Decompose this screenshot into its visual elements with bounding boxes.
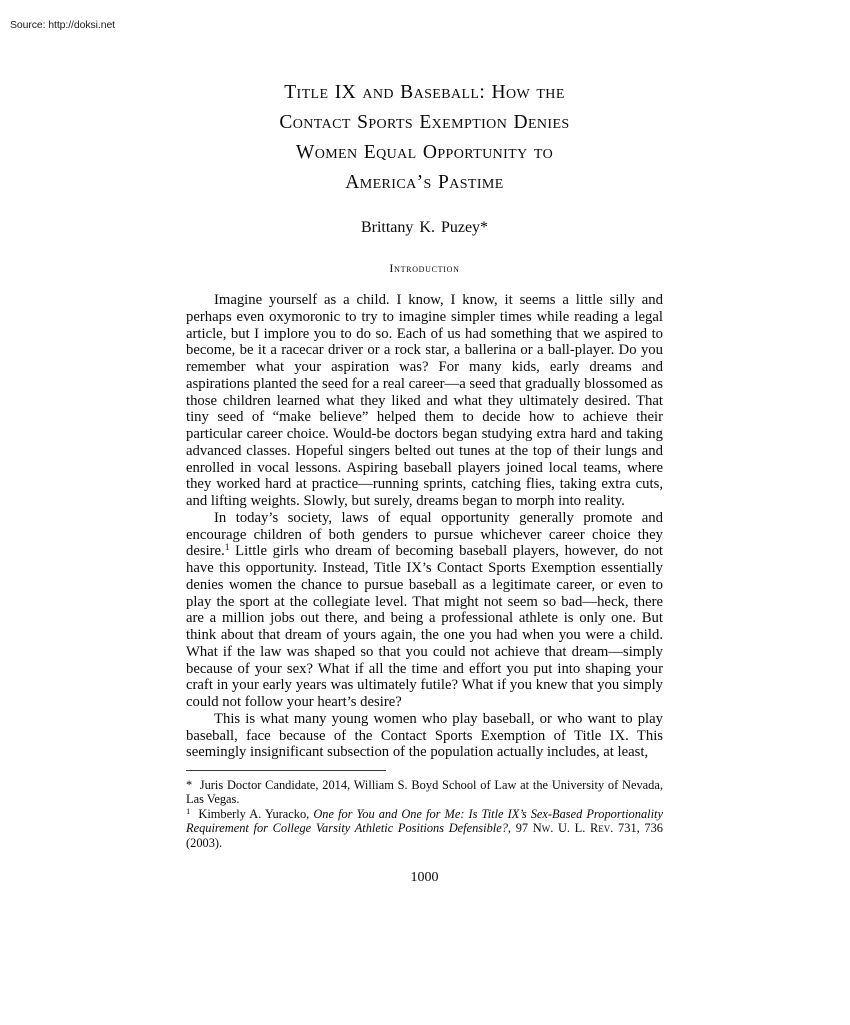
paragraph-2-part-2: Little girls who dream of becoming baseball players, however, do not have this opportunity. Instead, Title IX’s Contact Sports Exemption essentially denies women the chance to pursue baseball as a legitimate career, or even to play the sport at the collegiate level. That might not seem so bad—heck, there are a million jobs out there, and being a professional athlete is only one. But think about that dream of yours again, the one you had when you were a child. What if the law was shaped so that you could not achieve that dream—simply because of your sex? What if all the time and effort you put into shaping your craft in your early years was ultimately futile? What if you knew that you simply could not follow your heart’s desire? <box>186 543 663 710</box>
footnote-author-note <box>186 778 663 807</box>
footnote-1-author: Kimberly A. Yuracko, <box>198 806 310 821</box>
section-heading-introduction: Introduction <box>389 261 460 275</box>
title-line-4: America’s Pastime <box>345 172 504 193</box>
body-text <box>186 292 663 761</box>
footnote-marker-1: 1 <box>186 805 191 816</box>
paragraph-3: This is what many young women who play baseball, or who want to play baseball, face because of the Contact Sports Exemption of Title IX. This seemingly insignificant subsection of the population actually includes, at least, <box>186 710 663 761</box>
document-page <box>186 0 663 1025</box>
footnote-1-title: One for You and One for Me: Is Title IX’s Sex-Based Proportionality Requirement for College Varsity Athletic Positions Defensible? <box>186 806 663 836</box>
footnote-1-pages: 731, 736 (2003). <box>186 821 663 850</box>
paragraph-1: Imagine yourself as a child. I know, I know, it seems a little silly and perhaps even oxymoronic to try to imagine simpler times while reading a legal article, but I implore you to do so. Each of us had something that we aspired to become, be it a racecar driver or a rock star, a ballerina or a ball-player. Do you remember what your aspiration was? For many kids, early dreams and aspirations planted the seed for a real career—a seed that gradually blossomed as those children learned what they liked and what they ultimately desired. That tiny seed of “make believe” helped them to decide how to achieve their particular career choice. Would-be doctors began studying extra hard and taking advanced classes. Hopeful singers belted out tunes at the top of their lungs and enrolled in vocal lessons. Aspiring baseball players joined local teams, where they worked hard at practice—running sprints, catching flies, taking extra cuts, and lifting weights. Slowly, but surely, dreams began to morph into reality. <box>186 292 663 509</box>
footnote-separator-rule <box>186 770 386 771</box>
page-title <box>186 0 663 198</box>
footnote-marker-asterisk: * <box>186 778 193 792</box>
title-line-1: Title IX and Baseball: How the <box>284 82 565 103</box>
footnote-author-note-text: Juris Doctor Candidate, 2014, William S. Boyd School of Law at the University of Nevada, Las Vegas. <box>186 778 663 807</box>
title-line-3: Women Equal Opportunity to <box>295 142 554 163</box>
footnotes-section <box>186 778 663 850</box>
footnote-citation-1: $^1$ Kimberly A. Yuracko, One for You and One for Me: Is Title IX’s Sex-Based Proportionality Requirement for College Varsity Athletic Positions Defensible?, 97 Nw. U. L. Rev. 731, 736 (2003). <box>186 805 663 850</box>
footnote-ref-1[interactable]: 1 <box>224 543 230 554</box>
title-line-2: Contact Sports Exemption Denies <box>279 112 570 133</box>
paragraph-2 <box>186 510 663 711</box>
author-byline: Brittany K. Puzey* <box>360 219 489 236</box>
footnote-1-volume: 97 <box>515 821 529 836</box>
source-watermark: Source: http://doksi.net <box>10 19 115 31</box>
page-number: 1000 <box>410 870 439 886</box>
paragraph-2-part-1: In today’s society, laws of equal opportunity generally promote and encourage children of both genders to pursue whichever career choice they desire. <box>186 509 663 560</box>
footnote-1-reporter: Nw. U. L. Rev. <box>532 821 614 836</box>
